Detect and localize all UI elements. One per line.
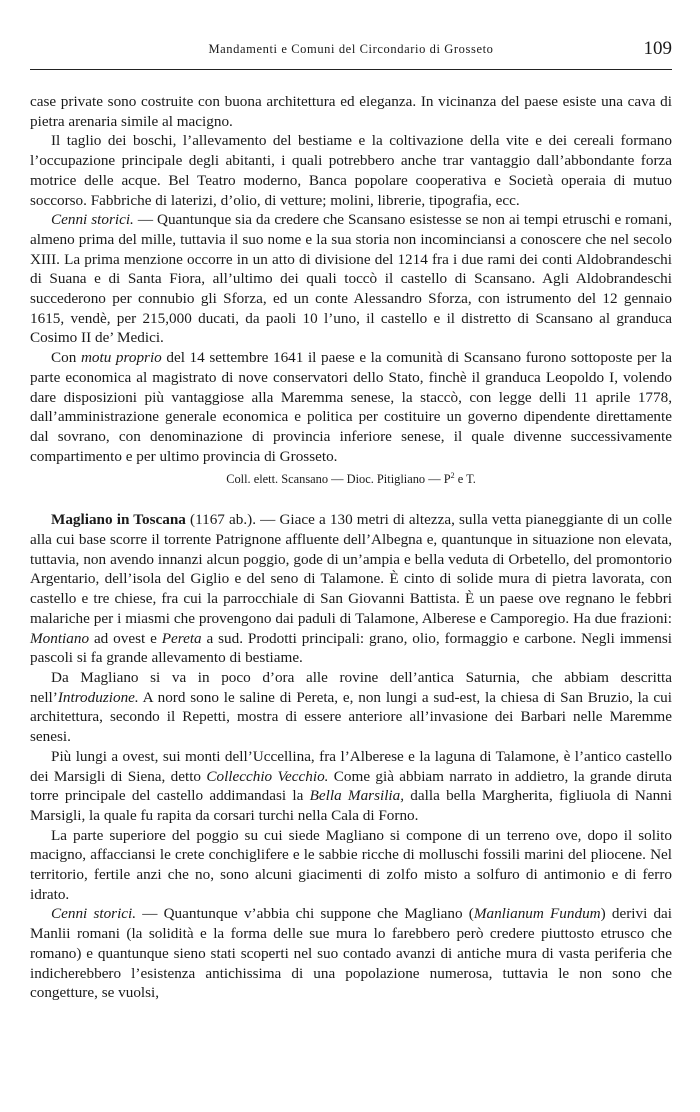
paragraph-saturnia: Da Magliano si va in poco d’ora alle rovine dell’antica Saturnia, che abbiam descritta nell’Introduzione. A nord sono le saline di Pereta, e, non lungi a sud-est, la chiesa di San Bruzio, la cui architettura, secondo il Repetti, mostra di essere anteriore all’invasione dei Barbari nelle Maremme senesi. [30, 668, 672, 746]
running-title: Mandamenti e Comuni del Circondario di Grosseto [208, 42, 494, 56]
electoral-info: Coll. elett. Scansano — Dioc. Pitigliano — $P^2$ e T. [226, 471, 476, 487]
paragraph-motu-proprio: Con motu proprio del 14 settembre 1641 il paese e la comunità di Scansano furono sottoposte per la parte economica al magistrato di nove conservatori dello Stato, finchè il granduca Leopoldo I, volendo dare disposizioni più vantaggiose alla Maremma senese, la staccò, con legge delli 11 aprile 1778, dall’amministrazione generale economica e politica per costituire un governo dipendente direttamente dal sovrano, con denominazione di provincia inferiore senese, il quale divenne successivamente compartimento e per ultimo provincia di Grosseto. [30, 349, 673, 465]
book-page [30, 0, 673, 1002]
paragraph-history-scansano: Cenni storici. — Quantunque sia da credere che Scansano esistesse se non ai tempi etruschi e romani, almeno prima del mille, tuttavia il suo nome e la sua storia non incominciansi a conoscere che nel secolo XIII. La prima menzione occorre in un atto di divisione del 1214 fra i due rami dei conti Aldobrandeschi di Suana e di Santa Fiora, all’ultimo dei quali toccò il castello di Scansano. Agli Aldobrandeschi succederono per connubio gli Sforza, ed un conte Alessandro Sforza, con istrumento del 12 gennaio 1615, vendè, per 215,000 ducati, da paoli 10 l’uno, il castello e il distretto di Scansano al granduca Cosimo II de’ Medici. [30, 211, 672, 347]
paragraph-history-magliano: Cenni storici. — Quantunque v’abbia chi suppone che Magliano (Manlianum Fundum) derivi dai Manlii romani (la solidità e la forma delle sue mura lo farebbero però credere piuttosto etrusco che romano) e quantunque sieno stati scoperti nel suo contado avanzi di antiche mura di vasta periferia che indicherebbero l’esistenza antichissima di una popolazione numerosa, tuttavia le non sono che congetture, se vuolsi, [30, 905, 672, 1002]
paragraph-magliano: Magliano in Toscana (1167 ab.). — Giace a 130 metri di altezza, sulla vetta pianeggiante di un colle alla cui base scorre il torrente Patrignone affluente dell’Albegna e, quantunque in situazione non elevata, tuttavia, non avendo innanzi alcun poggio, gode di un’ampia e bella veduta di Orbetello, del promontorio Argentario, dell’isola del Giglio e del seno di Talamone. È cinto di solide mura di pietra lavorata, con castello e tre chiese, fra cui la parrocchiale di San Giovanni Battista. È un paese ove regnano le febbri malariche per i miasmi che provengono dai paduli di Talamone, Alberese e Camporegio. Ha due frazioni: Montiano ad ovest e Pereta a sud. Prodotti principali: grano, olio, formaggio e carbone. Negli immensi pascoli si fa grande allevamento di bestiame. [30, 511, 673, 667]
paragraph-uccellina: Più lungi a ovest, sui monti dell’Uccellina, fra l’Alberese e la laguna di Talamone, è l’antico castello dei Marsigli di Siena, detto Collecchio Vecchio. Come già abbiam narrato in addietro, la grande diruta torre principale del castello addimandasi la Bella Marsilia, dalla bella Margherita, figliuola di Nanni Marsigli, la quale fu rapita da corsari turchi nella Cala di Forno. [30, 747, 672, 824]
section-label: Cenni storici. [51, 905, 137, 923]
paragraph-continuation: case private sono costruite con buona architettura ed eleganza. In vicinanza del paese esiste una cava di pietra arenaria simile al macigno. [30, 93, 672, 130]
header-rule [30, 69, 672, 70]
section-label: Cenni storici. [51, 211, 134, 229]
paragraph-geology: La parte superiore del poggio su cui siede Magliano si compone di un terreno ove, dopo il solito macigno, affacciansi le crete conchiglifere e le sabbie ricche di molluschi fossili marini del pliocene. Nel territorio, fertile anzi che no, sono alcuni giacimenti di zolfo misto a solfuro di antimonio e di ferro idrato. [30, 826, 672, 903]
page-number: 109 [643, 38, 672, 59]
entry-heading: Magliano in Toscana [51, 511, 186, 529]
page-body [30, 92, 672, 1003]
paragraph-economy: Il taglio dei boschi, l’allevamento del bestiame e la coltivazione della vite e dei cereali formano l’occupazione principale degli abitanti, i quali potrebbero anche trar vantaggio dall’abbondante forza motrice delle acque. Bel Teatro moderno, Banca popolare cooperativa e Società operaia di mutuo soccorso. Fabbriche di laterizi, d’olio, di vetture; molini, librerie, tipografia, ecc. [30, 132, 672, 209]
page-header [30, 0, 672, 62]
